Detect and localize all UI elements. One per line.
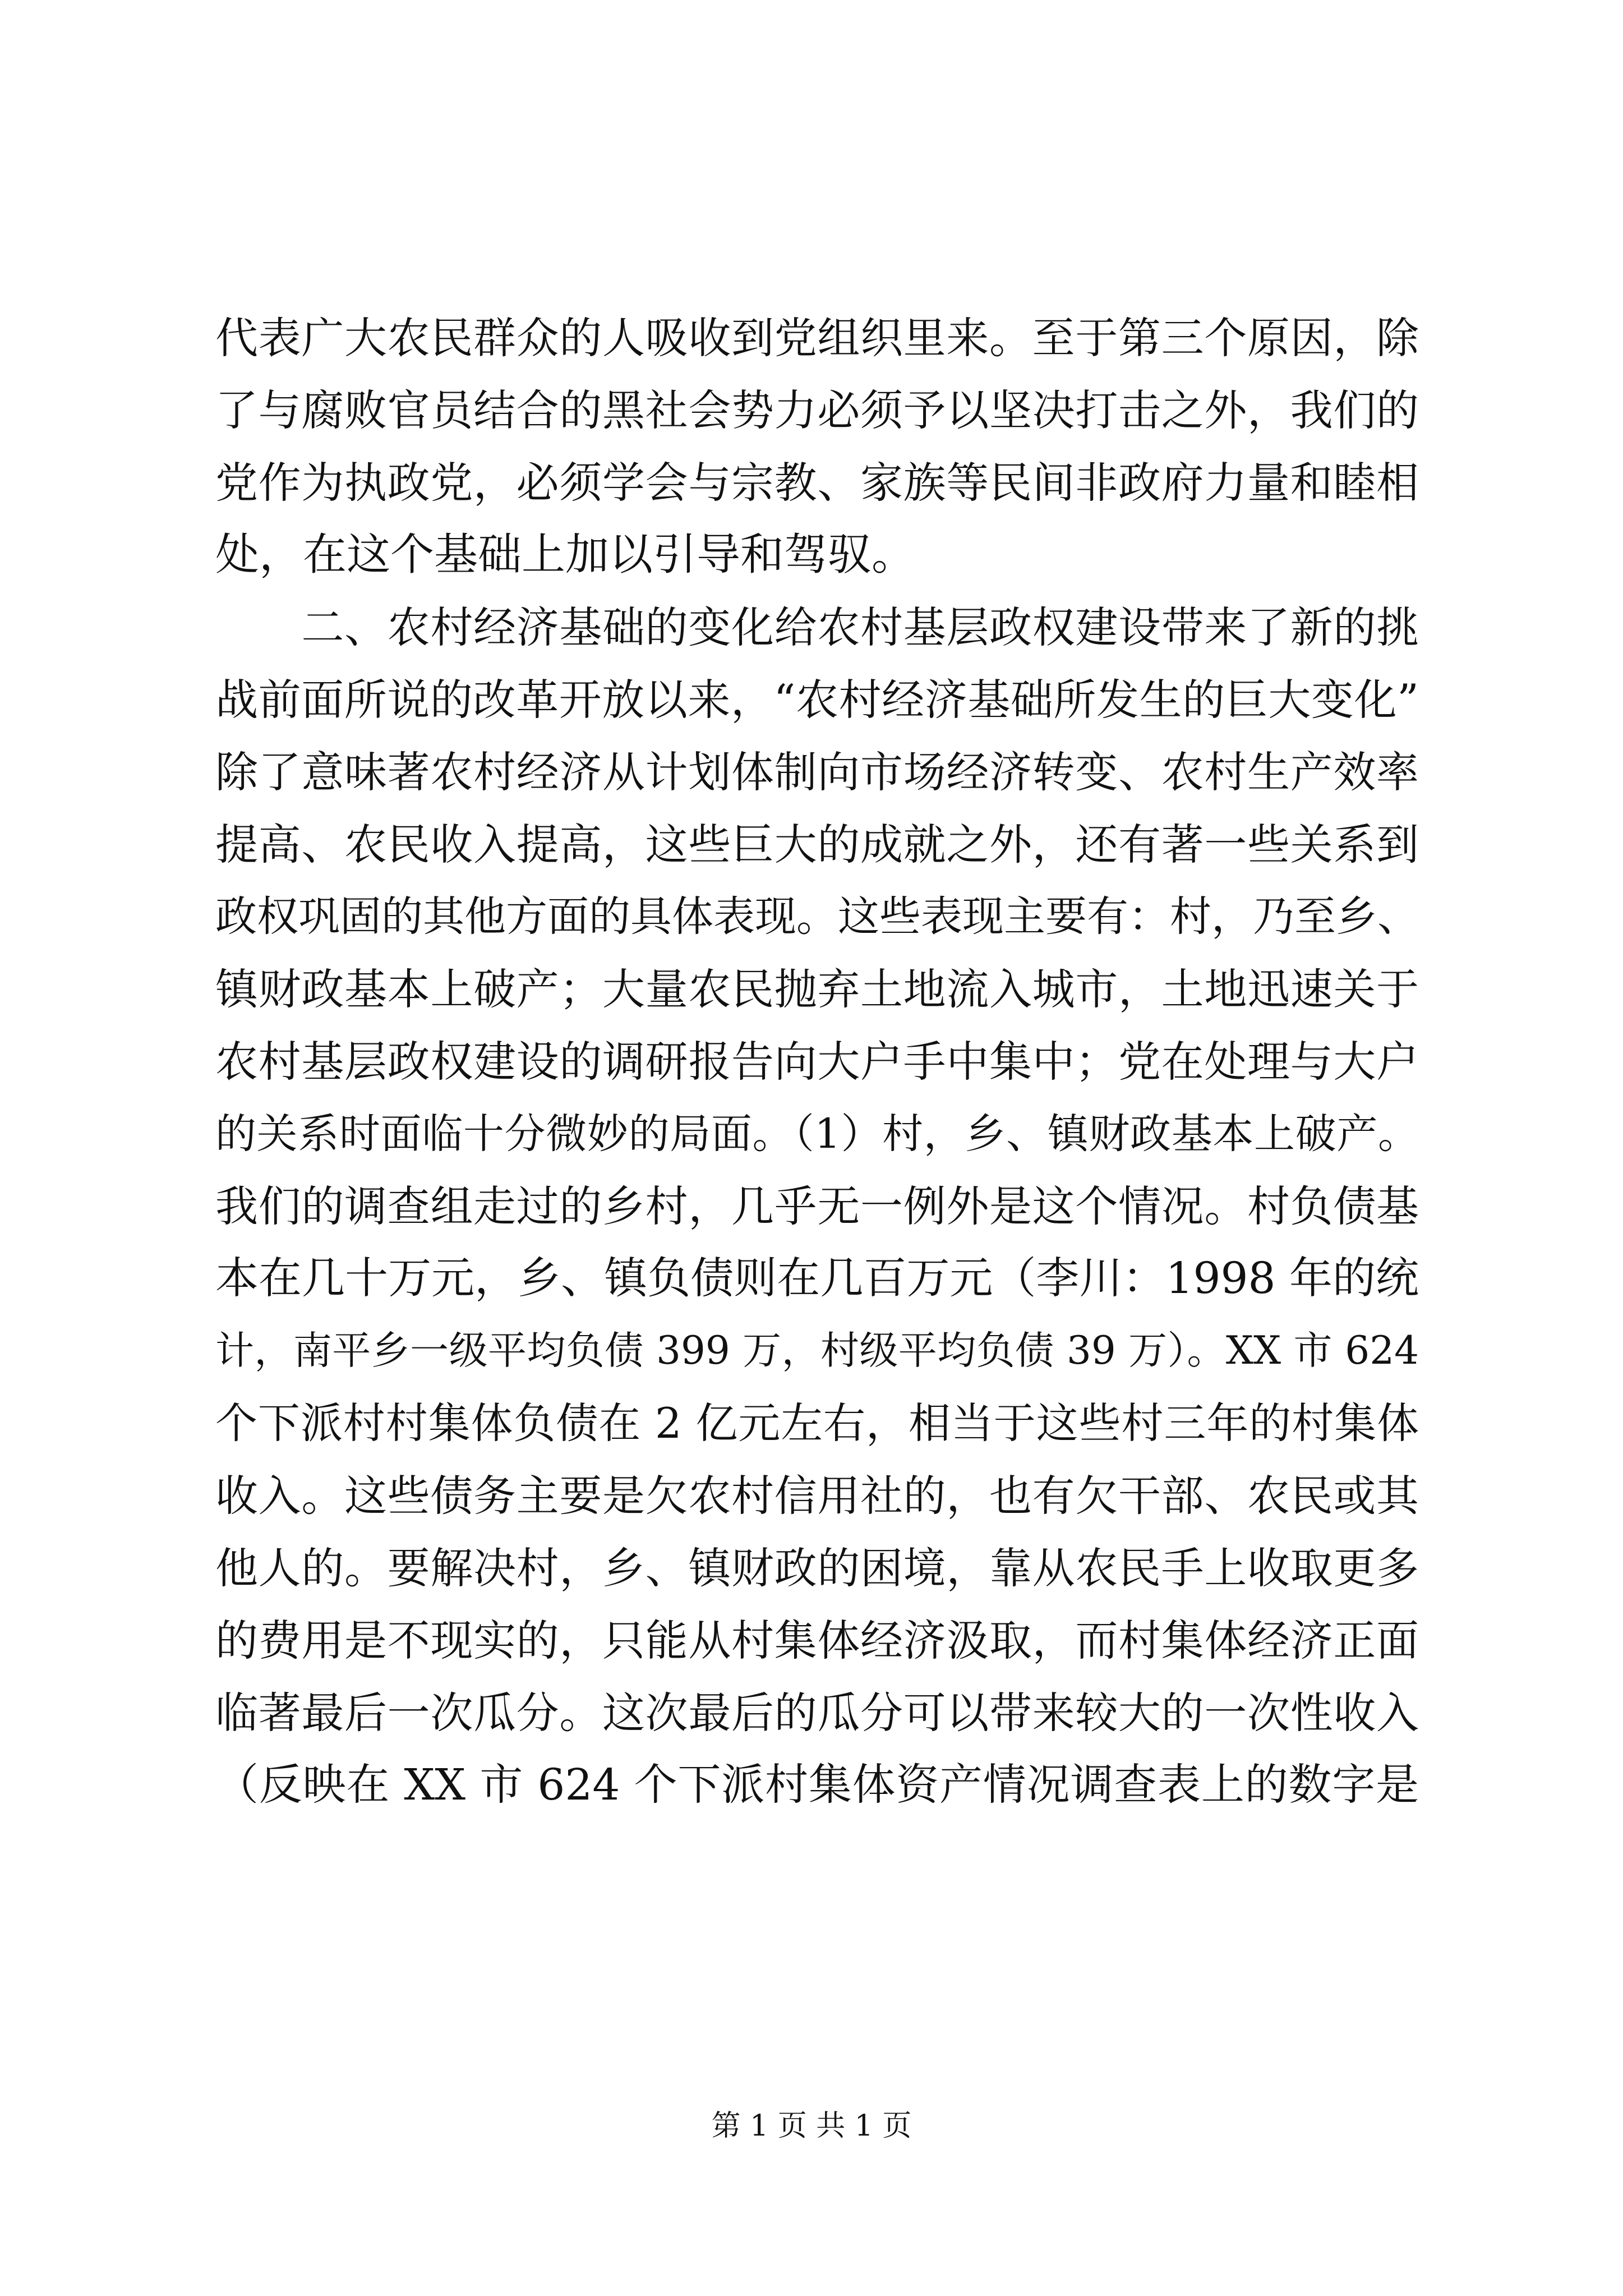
text-line: 除了意味著农村经济从计划体制向市场经济转变、农村生产效率 — [215, 747, 1419, 797]
text-line: 临著最后一次瓜分。这次最后的瓜分可以带来较大的一次性收入 — [215, 1688, 1419, 1738]
text-line: 的关系时面临十分微妙的局面。（1）村，乡、镇财政基本上破产。 — [215, 1110, 1419, 1158]
text-line: 本在几十万元，乡、镇负债则在几百万元（李川：1998 年的统 — [215, 1254, 1419, 1304]
text-line: 农村基层政权建设的调研报告向大户手中集中；党在处理与大户 — [215, 1037, 1419, 1087]
text-line: 提高、农民收入提高，这些巨大的成就之外，还有著一些关系到 — [215, 820, 1419, 869]
text-line: （反映在 XX 市 624 个下派村集体资产情况调查表上的数字是 — [215, 1760, 1419, 1810]
text-line: 政权巩固的其他方面的具体表现。这些表现主要有：村，乃至乡、 — [215, 892, 1419, 941]
text-line: 个下派村村集体负债在 2 亿元左右，相当于这些村三年的村集体 — [215, 1398, 1419, 1448]
text-line: 处，在这个基础上加以引导和驾驭。 — [215, 530, 916, 580]
text-line: 收入。这些债务主要是欠农村信用社的，也有欠干部、农民或其 — [215, 1471, 1419, 1521]
text-line: 我们的调查组走过的乡村，几乎无一例外是这个情况。村负债基 — [215, 1181, 1419, 1231]
text-line: 的费用是不现实的，只能从村集体经济汲取，而村集体经济正面 — [215, 1616, 1419, 1665]
page-footer — [0, 2106, 1623, 2146]
text-line: 计，南平乡一级平均负债 399 万，村级平均负债 39 万）。XX 市 624 — [215, 1328, 1419, 1373]
page-number-label: 第 1 页 共 1 页 — [711, 2109, 912, 2143]
body-text — [215, 302, 1419, 1821]
text-line: 代表广大农民群众的人吸收到党组织里来。至于第三个原因，除 — [215, 313, 1419, 363]
text-line: 他人的。要解决村，乡、镇财政的困境，靠从农民手上收取更多 — [215, 1543, 1419, 1593]
section-heading-line: 二、农村经济基础的变化给农村基层政权建设带来了新的挑 — [215, 602, 1419, 652]
text-line: 了与腐败官员结合的黑社会势力必须予以坚决打击之外，我们的 — [215, 385, 1419, 435]
text-line: 党作为执政党，必须学会与宗教、家族等民间非政府力量和睦相 — [215, 458, 1419, 508]
text-line: 镇财政基本上破产；大量农民抛弃土地流入城市，土地迅速关于 — [215, 964, 1419, 1014]
text-line: 战前面所说的改革开放以来，“农村经济基础所发生的巨大变化” — [215, 675, 1419, 725]
